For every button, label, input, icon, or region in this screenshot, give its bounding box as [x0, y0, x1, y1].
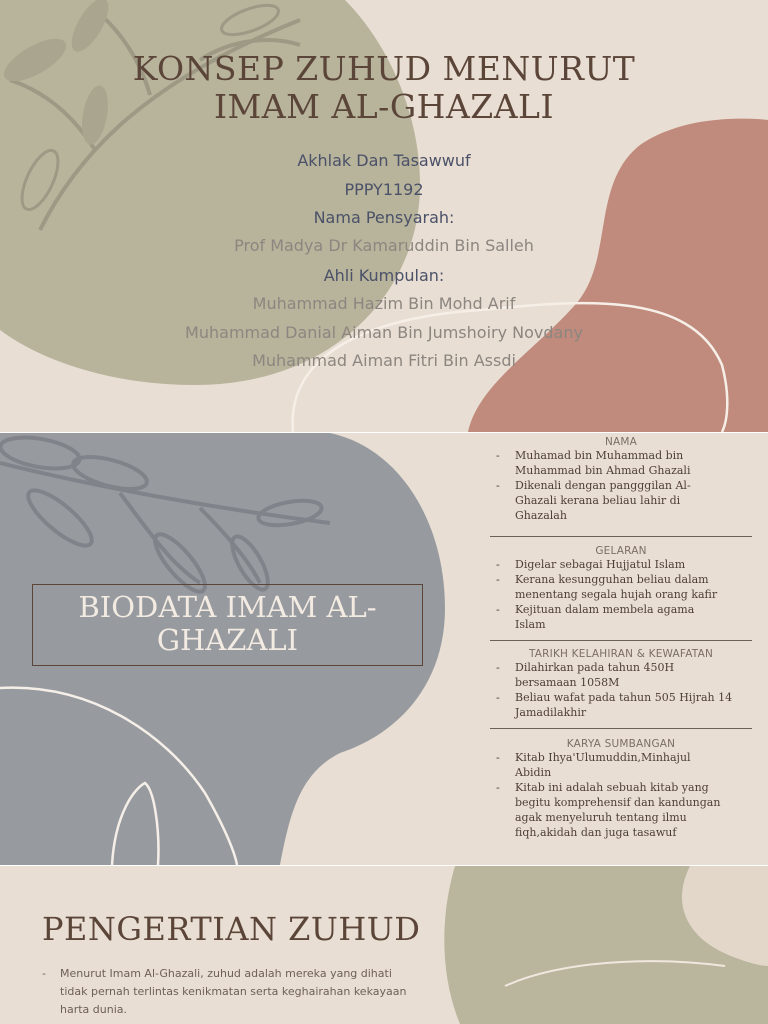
section-karya — [490, 738, 752, 840]
list-line: Kitab Ihya'Ulumuddin,Minhajul — [515, 751, 691, 764]
lecturer-name: Prof Madya Dr Kamaruddin Bin Salleh — [234, 236, 534, 255]
list-line: Muhammad bin Ahmad Ghazali — [515, 464, 691, 477]
section-heading: NAMA — [604, 436, 638, 448]
section-heading: TARIKH KELAHIRAN & KEWAFATAN — [528, 648, 714, 660]
section-heading: GELARAN — [595, 545, 647, 557]
list-item: - Menurut Imam Al-Ghazali, zuhud adalah mereka yang dihati tidak pernah terlintas kenikmatan serta keghairahan kekayaan harta dunia. — [42, 965, 412, 1019]
list-line: Menurut Imam Al-Ghazali, zuhud adalah mereka yang dihati — [60, 967, 392, 980]
section-gelaran — [490, 545, 752, 632]
list-item: - Beliau wafat pada tahun 505 Hijrah 14 Jamadilakhir — [490, 690, 752, 720]
list-line: Abidin — [515, 766, 552, 779]
biodata-title-box — [32, 584, 423, 666]
list-line: Dilahirkan pada tahun 450H — [515, 661, 675, 674]
presentation-title — [0, 50, 768, 126]
list-line: begitu komprehensif dan kandungan — [515, 796, 721, 809]
list-line: Kitab ini adalah sebuah kitab yang — [515, 781, 709, 794]
lecturer-label: Nama Pensyarah: — [313, 208, 455, 227]
list-item: - Kerana kesungguhan beliau dalam menentang segala hujah orang kafir — [490, 572, 752, 602]
section-heading: KARYA SUMBANGAN — [566, 738, 676, 750]
member-2: Muhammad Danial Aiman Bin Jumshoiry Novdany — [185, 323, 583, 342]
list-item: - Digelar sebagai Hujjatul Islam — [490, 557, 752, 572]
list-line: bersamaan 1058M — [515, 676, 620, 689]
course-name: Akhlak Dan Tasawwuf — [297, 151, 471, 170]
biodata-slide — [0, 433, 768, 865]
members-label: Ahli Kumpulan: — [323, 266, 445, 285]
list-line: harta dunia. — [60, 1003, 128, 1016]
list-item: - Muhamad bin Muhammad bin Muhammad bin Ahmad Ghazali — [490, 448, 752, 478]
section-title: PENGERTIAN ZUHUD — [42, 910, 421, 948]
list-line: menentang segala hujah orang kafir — [515, 588, 718, 601]
member-3: Muhammad Aiman Fitri Bin Assdi — [252, 351, 516, 370]
list-line: agak menyeluruh tentang ilmu — [515, 811, 687, 824]
list-line: tidak pernah terlintas kenikmatan serta keghairahan kekayaan — [60, 985, 407, 998]
list-line: Digelar sebagai Hujjatul Islam — [515, 558, 686, 571]
definition-slide — [0, 866, 768, 1024]
section-divider — [490, 536, 752, 537]
member-1: Muhammad Hazim Bin Mohd Arif — [252, 294, 516, 313]
biodata-title-line-1: BIODATA IMAM AL- — [78, 590, 377, 624]
list-line: Ghazali kerana beliau lahir di — [515, 494, 681, 507]
section-tarikh — [490, 648, 752, 720]
list-item: - Dilahirkan pada tahun 450H bersamaan 1058M — [490, 660, 752, 690]
list-line: Beliau wafat pada tahun 505 Hijrah 14 — [515, 691, 733, 704]
section-nama — [490, 436, 752, 523]
biodata-title-line-2: GHAZALI — [156, 623, 299, 657]
section-divider — [490, 640, 752, 641]
course-code: PPPY1192 — [344, 180, 424, 199]
title-slide — [0, 0, 768, 432]
list-line: Ghazalah — [515, 509, 567, 522]
list-line: Dikenali dengan pangggilan Al- — [515, 479, 691, 492]
title-line-1: KONSEP ZUHUD MENURUT — [132, 49, 636, 88]
definition-list — [42, 965, 412, 1019]
list-line: fiqh,akidah dan juga tasawuf — [515, 826, 677, 839]
list-item: - Kejituan dalam membela agama Islam — [490, 602, 752, 632]
list-item: - Kitab ini adalah sebuah kitab yang begitu komprehensif dan kandungan agak menyeluruh tentang ilmu fiqh,akidah dan juga tasawuf — [490, 780, 752, 840]
list-line: Jamadilakhir — [515, 706, 587, 719]
list-line: Kerana kesungguhan beliau dalam — [515, 573, 709, 586]
list-line: Muhamad bin Muhammad bin — [515, 449, 684, 462]
list-item: - Kitab Ihya'Ulumuddin,Minhajul Abidin — [490, 750, 752, 780]
list-line: Kejituan dalam membela agama — [515, 603, 695, 616]
list-item: - Dikenali dengan pangggilan Al- Ghazali kerana beliau lahir di Ghazalah — [490, 478, 752, 523]
section-divider — [490, 728, 752, 729]
title-line-2: IMAM AL-GHAZALI — [213, 87, 554, 126]
list-line: Islam — [515, 618, 546, 631]
